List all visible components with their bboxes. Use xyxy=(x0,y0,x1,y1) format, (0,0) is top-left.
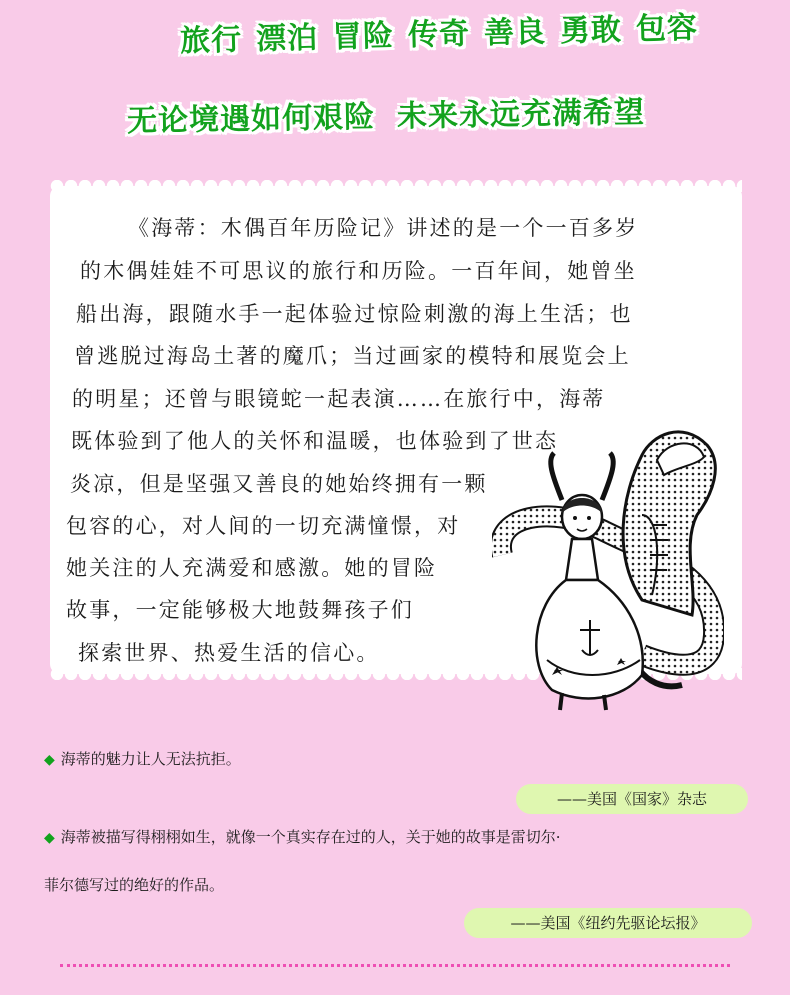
story-line: 她关注的人充满爱和感激。她的冒险 xyxy=(66,556,438,580)
story-line: 的明星；还曾与眼镜蛇一起表演……在旅行中，海蒂 xyxy=(72,387,606,411)
headline-word: 旅行 xyxy=(179,22,243,59)
bottom-divider xyxy=(60,964,730,967)
story-line: 包容的心，对人间的一切充满憧憬，对 xyxy=(66,514,461,538)
review-1 xyxy=(44,748,241,769)
review-2-continued: 菲尔德写过的绝好的作品。 xyxy=(44,876,225,894)
story-line: 探索世界、热爱生活的信心。 xyxy=(78,641,380,665)
review-source: ——美国《纽约先驱论坛报》 xyxy=(464,908,752,938)
headline-word: 勇敢 xyxy=(559,12,623,50)
review-2 xyxy=(44,826,561,847)
headline-word: 冒险 xyxy=(331,18,395,56)
review-text: 海蒂的魅力让人无法抗拒。 xyxy=(60,750,241,768)
story-line: 炎凉，但是坚强又善良的她始终拥有一颗 xyxy=(70,472,488,496)
story-line: 《海蒂：木偶百年历险记》讲述的是一个一百多岁 xyxy=(128,216,639,240)
headline-line-2 xyxy=(127,87,646,140)
story-line: 故事，一定能够极大地鼓舞孩子们 xyxy=(66,598,414,622)
headline-part-2: 未来永远充满希望 xyxy=(396,94,646,135)
headline-line-1 xyxy=(179,2,698,60)
headline-word: 传奇 xyxy=(407,16,471,54)
headline-part-1: 无论境遇如何艰险 xyxy=(126,99,376,139)
diamond-bullet-icon: ◆ xyxy=(44,830,55,846)
headline-word: 包容 xyxy=(635,10,699,48)
headline-word: 善良 xyxy=(483,14,547,52)
diamond-bullet-icon: ◆ xyxy=(44,752,55,768)
review-text: 海蒂被描写得栩栩如生，就像一个真实存在过的人，关于她的故事是雷切尔· xyxy=(60,828,561,846)
story-line: 船出海，跟随水手一起体验过惊险刺激的海上生活；也 xyxy=(76,302,633,326)
review-source: ——美国《国家》杂志 xyxy=(516,784,748,814)
story-line: 的木偶娃娃不可思议的旅行和历险。一百年间，她曾坐 xyxy=(80,259,637,283)
headline-word: 漂泊 xyxy=(255,20,319,58)
story-line: 曾逃脱过海岛土著的魔爪；当过画家的模特和展览会上 xyxy=(74,344,631,368)
story-line: 既体验到了他人的关怀和温暖，也体验到了世态 xyxy=(71,429,559,453)
